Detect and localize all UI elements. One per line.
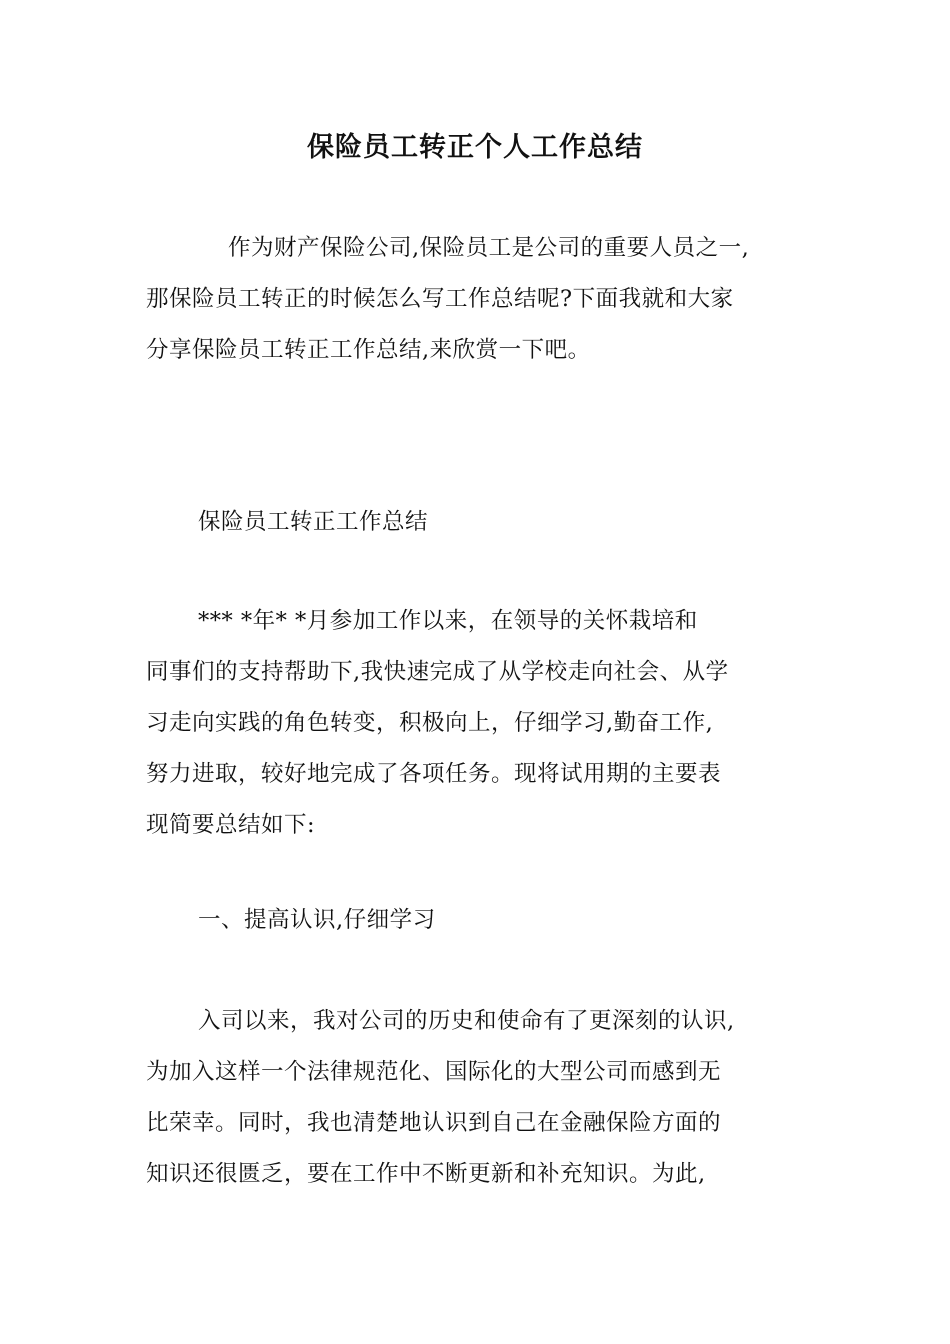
text-line: 作为财产保险公司,保险员工是公司的重要人员之一, bbox=[228, 235, 750, 261]
text-line: 那保险员工转正的时候怎么写工作总结呢?下面我就和大家 bbox=[146, 286, 734, 312]
text-line: 为加入这样一个法律规范化、国际化的大型公司而感到无 bbox=[146, 1059, 722, 1085]
section-heading bbox=[146, 497, 806, 548]
intro-paragraph bbox=[146, 223, 806, 376]
text-line: 努力进取，较好地完成了各项任务。现将试用期的主要表 bbox=[146, 761, 722, 787]
text-line: 入司以来，我对公司的历史和使命有了更深刻的认识, bbox=[198, 1008, 735, 1034]
text-line: 一、提高认识,仔细学习 bbox=[198, 907, 436, 933]
text-line: *** *年* *月参加工作以来，在领导的关怀栽培和 bbox=[198, 608, 698, 634]
text-line: 同事们的支持帮助下,我快速完成了从学校走向社会、从学 bbox=[146, 659, 729, 685]
text-line: 习走向实践的角色转变，积极向上，仔细学习,勤奋工作, bbox=[146, 710, 714, 736]
body-paragraph bbox=[146, 996, 806, 1200]
body-paragraph bbox=[146, 596, 806, 851]
text-line: 现简要总结如下: bbox=[146, 812, 316, 838]
text-line: 比荣幸。同时，我也清楚地认识到自己在金融保险方面的 bbox=[146, 1110, 722, 1136]
text-line: 知识还很匮乏，要在工作中不断更新和补充知识。为此, bbox=[146, 1161, 706, 1187]
section-heading bbox=[146, 895, 806, 946]
text-line: 保险员工转正工作总结 bbox=[198, 509, 429, 535]
text-line: 分享保险员工转正工作总结,来欣赏一下吧。 bbox=[146, 337, 591, 363]
document-title: 保险员工转正个人工作总结 bbox=[307, 132, 643, 163]
